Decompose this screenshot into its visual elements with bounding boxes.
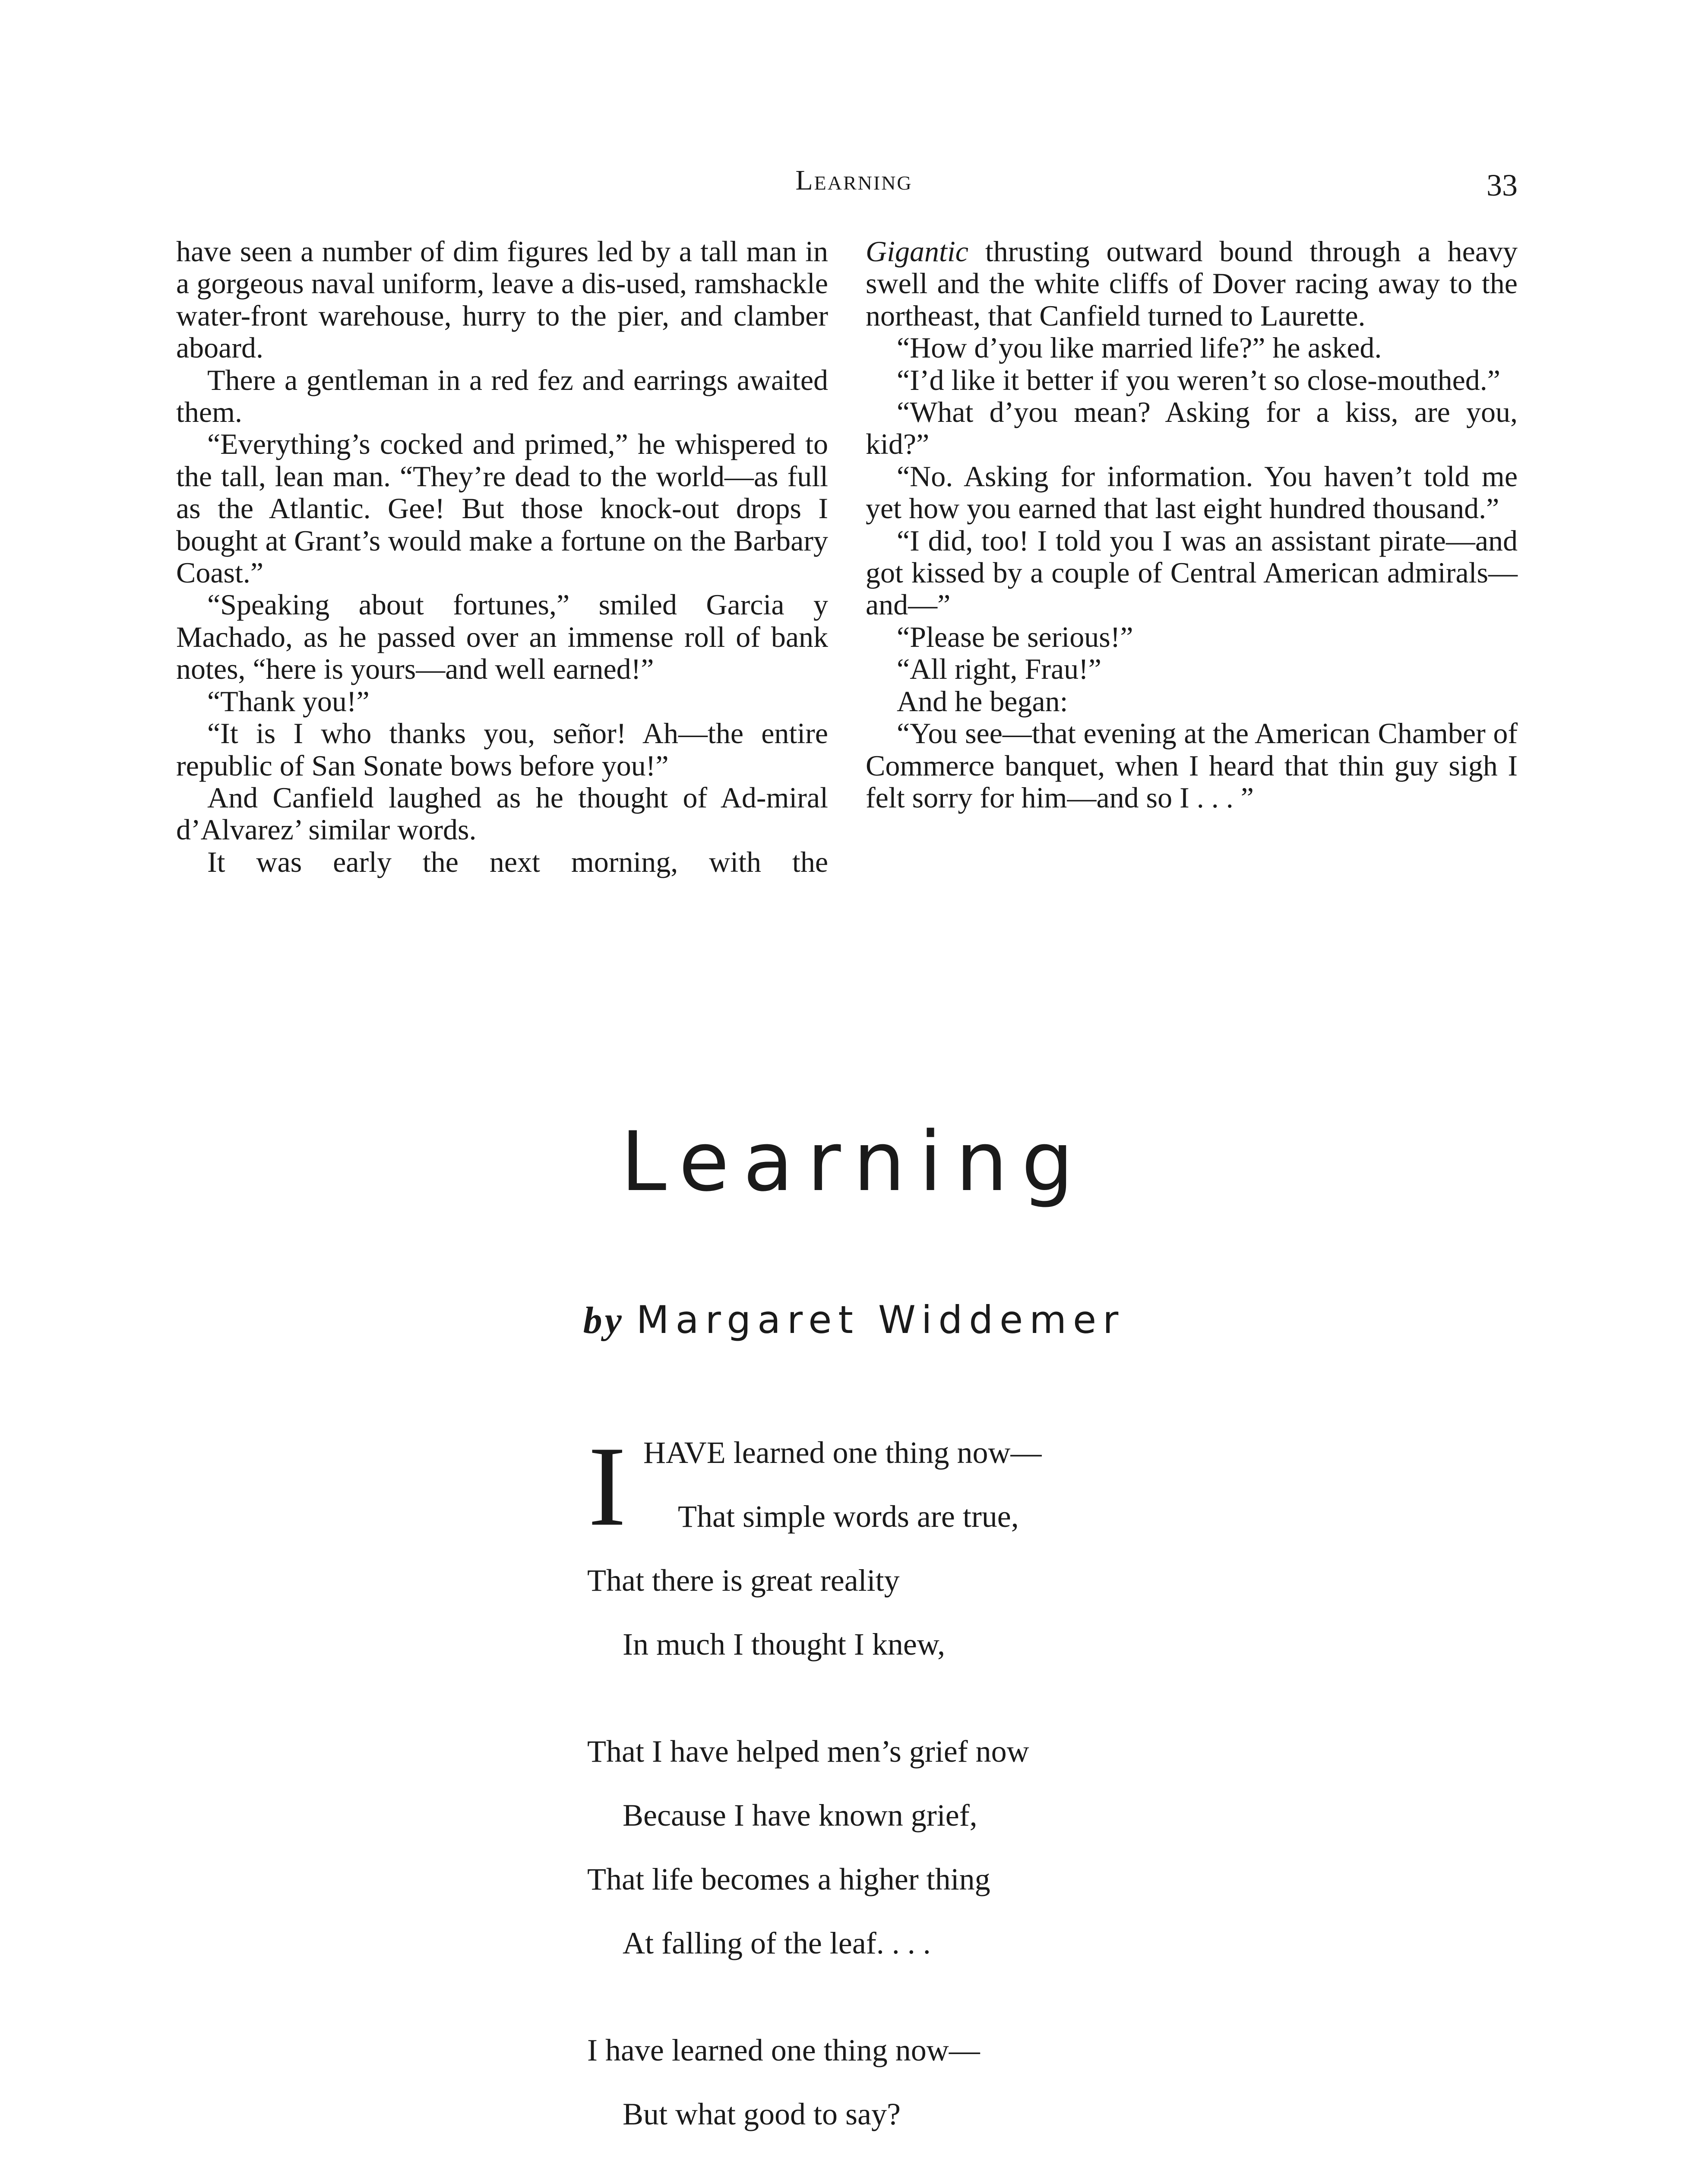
running-head-text: Learning bbox=[795, 165, 913, 196]
paragraph: “I did, too! I told you I was an assistant pirate—and got kissed by a couple of Central American admirals—and—” bbox=[866, 524, 1518, 621]
previous-story-left-column bbox=[176, 235, 828, 878]
ship-name: Gigantic bbox=[866, 235, 968, 268]
drop-cap: I bbox=[588, 1423, 626, 1550]
paragraph: There a gentleman in a red fez and earrings awaited them. bbox=[176, 363, 828, 429]
running-head bbox=[0, 164, 1708, 197]
paragraph: “You see—that evening at the American Chamber of Commerce banquet, when I heard that thin guy sigh I felt sorry for him—and so I . . . ” bbox=[866, 717, 1518, 814]
paragraph: “How d’you like married life?” he asked. bbox=[897, 331, 1382, 364]
author-name: Margaret Widdemer bbox=[636, 1298, 1125, 1342]
poem-line: Because I have known grief, bbox=[623, 1798, 977, 1833]
paragraph: And he began: bbox=[897, 684, 1068, 718]
previous-story-right-column bbox=[866, 235, 1518, 814]
paragraph: have seen a number of dim figures led by a tall man in a gorgeous naval uniform, leave a dis-used, ramshackle water-front warehouse, hurry to the pier, and clamber aboard. bbox=[176, 235, 828, 364]
poem-body bbox=[587, 1421, 1278, 2159]
paragraph: It was early the next morning, with the bbox=[207, 845, 828, 878]
stanza bbox=[587, 1421, 1278, 1676]
paragraph: And Canfield laughed as he thought of Ad-miral d’Alvarez’ similar words. bbox=[176, 781, 828, 846]
paragraph bbox=[866, 235, 1518, 332]
paragraph: “Speaking about fortunes,” smiled Garcia y Machado, as he passed over an immense roll of bank notes, “here is yours—and well earned!” bbox=[176, 588, 828, 686]
stanza bbox=[587, 1719, 1278, 1975]
poem-line: That I have helped men’s grief now bbox=[587, 1734, 1029, 1769]
poem-line: That there is great reality bbox=[587, 1563, 900, 1598]
poem-line: At falling of the leaf. . . . bbox=[623, 1926, 931, 1960]
paragraph: “I’d like it better if you weren’t so close-mouthed.” bbox=[897, 363, 1500, 396]
poem-line: But what good to say? bbox=[623, 2097, 901, 2131]
byline bbox=[0, 1298, 1708, 1342]
stanza bbox=[587, 2018, 1278, 2159]
poem-line bbox=[587, 2146, 1278, 2159]
poem-line: That simple words are true, bbox=[678, 1499, 1019, 1534]
poem-line: I have learned one thing now— bbox=[587, 2033, 980, 2067]
page-number: 33 bbox=[1487, 168, 1518, 203]
paragraph: “Everything’s cocked and primed,” he whispered to the tall, lean man. “They’re dead to the world—as full as the Atlantic. Gee! But those knock-out drops I bought at Grant’s would make a fortune on the Barbary Coast.” bbox=[176, 427, 828, 589]
poem-line: HAVE learned one thing now— bbox=[643, 1435, 1042, 1470]
paragraph: “All right, Frau!” bbox=[897, 652, 1101, 686]
poem-title: Learning bbox=[620, 1114, 1088, 1209]
poem-line: That life becomes a higher thing bbox=[587, 1862, 990, 1896]
paragraph: “What d’you mean? Asking for a kiss, are you, kid?” bbox=[866, 396, 1518, 461]
paragraph: “Thank you!” bbox=[207, 684, 370, 718]
poem-line: In much I thought I knew, bbox=[623, 1627, 946, 1662]
byline-by: by bbox=[583, 1300, 624, 1342]
paragraph: “Please be serious!” bbox=[897, 620, 1133, 653]
paragraph-text: thrusting outward bound through a heavy swell and the white cliffs of Dover racing away to the northeast, that Canfield turned to Laurette. bbox=[866, 235, 1518, 332]
paragraph: “No. Asking for information. You haven’t told me yet how you earned that last eight hundred thousand.” bbox=[866, 459, 1518, 525]
paragraph: “It is I who thanks you, señor! Ah—the entire republic of San Sonate bows before you!” bbox=[176, 717, 828, 782]
